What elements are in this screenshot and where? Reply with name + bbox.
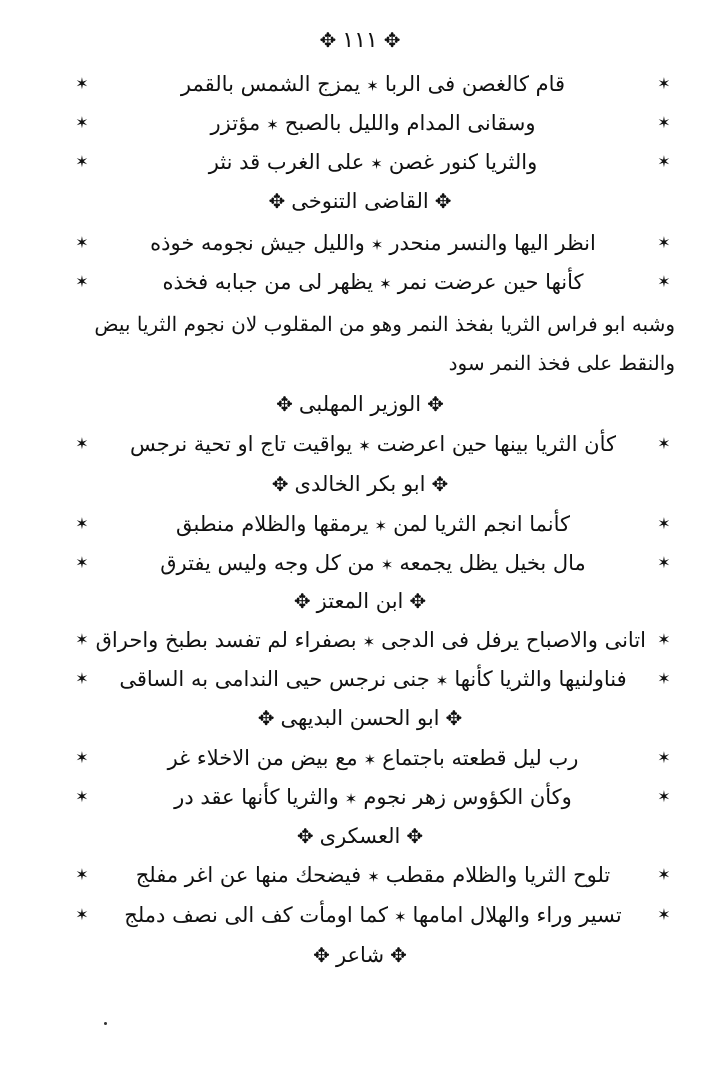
verse-line bbox=[70, 622, 676, 658]
verse-line bbox=[70, 225, 676, 261]
verse-text bbox=[100, 506, 646, 542]
verse-text bbox=[100, 740, 646, 776]
verse-text bbox=[100, 661, 646, 697]
hemistich-first: كأن الثريا بينها حين اعرضت bbox=[376, 432, 616, 456]
star-icon: ✶ bbox=[657, 905, 671, 924]
poet-name: القاضى التنوخى bbox=[291, 189, 429, 213]
hemistich-second: يمزج الشمس بالقمر bbox=[180, 72, 361, 96]
hemistich-first: والثريا كنور غصن bbox=[388, 150, 538, 174]
star-icon: ✶ bbox=[657, 434, 671, 453]
prose-line: وشبه ابو فراس الثريا بفخذ النمر وهو من المقلوب لان نجوم الثريا بيض bbox=[94, 312, 675, 336]
ornament-icon: ✥ bbox=[257, 706, 275, 730]
star-icon: ✶ bbox=[657, 74, 671, 93]
poet-name: ابن المعتز bbox=[316, 589, 404, 613]
ornament-icon: ✥ bbox=[319, 28, 337, 52]
poet-name: الوزير المهلبى bbox=[298, 392, 422, 416]
star-icon: ✶ bbox=[657, 787, 671, 806]
star-icon: ✶ bbox=[362, 633, 376, 651]
hemistich-second: فيضحك منها عن اغر مفلج bbox=[135, 863, 362, 887]
hemistich-first: وسقانى المدام والليل بالصبح bbox=[284, 111, 536, 135]
verse-text bbox=[100, 144, 646, 180]
star-icon: ✶ bbox=[657, 514, 671, 533]
star-icon: ✶ bbox=[657, 669, 671, 688]
verse-line bbox=[70, 144, 676, 180]
star-icon: ✶ bbox=[75, 630, 89, 649]
hemistich-first: انظر اليها والنسر منحدر bbox=[389, 231, 596, 255]
star-icon: ✶ bbox=[657, 630, 671, 649]
star-icon: ✶ bbox=[75, 865, 89, 884]
star-icon: ✶ bbox=[363, 751, 377, 769]
hemistich-first: وكأن الكؤوس زهر نجوم bbox=[363, 785, 572, 809]
hemistich-second: يواقيت تاج او تحية نرجس bbox=[130, 432, 353, 456]
star-icon: ✶ bbox=[75, 113, 89, 132]
verse-text bbox=[100, 66, 646, 102]
star-icon: ✶ bbox=[75, 434, 89, 453]
star-icon: ✶ bbox=[75, 748, 89, 767]
page-number bbox=[250, 22, 470, 58]
hemistich-first: تلوح الثريا والظلام مقطب bbox=[385, 863, 611, 887]
ornament-icon: ✥ bbox=[313, 943, 330, 967]
star-icon: ✶ bbox=[657, 272, 671, 291]
verse-text bbox=[100, 545, 646, 581]
hemistich-first: رب ليل قطعته باجتماع bbox=[382, 746, 579, 770]
ornament-icon: ✥ bbox=[445, 706, 463, 730]
star-icon: ✶ bbox=[657, 113, 671, 132]
verse-line bbox=[70, 661, 676, 697]
verse-text bbox=[100, 225, 646, 261]
ornament-icon: ✥ bbox=[383, 28, 401, 52]
star-icon: ✶ bbox=[657, 233, 671, 252]
star-icon: ✶ bbox=[367, 868, 380, 886]
verse-text bbox=[100, 779, 646, 815]
star-icon: ✶ bbox=[75, 669, 89, 688]
verse-line bbox=[70, 740, 676, 776]
poet-name: العسكرى bbox=[319, 824, 401, 848]
star-icon: ✶ bbox=[657, 152, 671, 171]
poet-heading bbox=[150, 700, 570, 736]
ornament-icon: ✥ bbox=[268, 189, 286, 213]
hemistich-first: كأنها حين عرضت نمر bbox=[397, 270, 584, 294]
verse-text bbox=[100, 264, 646, 300]
star-icon: ✶ bbox=[370, 236, 384, 254]
star-icon: ✶ bbox=[379, 275, 392, 293]
star-icon: ✶ bbox=[393, 908, 407, 926]
prose-line: والنقط على فخذ النمر سود bbox=[448, 351, 675, 375]
verse-text bbox=[100, 857, 646, 893]
hemistich-first: قام كالغصن فى الربا bbox=[384, 72, 566, 96]
verse-text bbox=[95, 622, 646, 658]
poet-heading bbox=[150, 466, 570, 502]
star-icon: ✶ bbox=[374, 517, 388, 535]
ornament-icon: ✥ bbox=[276, 392, 293, 416]
star-icon: ✶ bbox=[358, 437, 371, 455]
poet-heading bbox=[150, 183, 570, 219]
hemistich-second: يظهر لى من جبابه فخذه bbox=[162, 270, 374, 294]
verse-line bbox=[70, 545, 676, 581]
star-icon: ✶ bbox=[657, 865, 671, 884]
hemistich-second: على الغرب قد نثر bbox=[208, 150, 365, 174]
star-icon: ✶ bbox=[75, 152, 89, 171]
star-icon: ✶ bbox=[75, 233, 89, 252]
verse-line bbox=[70, 426, 676, 462]
verse-text bbox=[100, 897, 646, 933]
poet-name: شاعر bbox=[335, 943, 385, 967]
ornament-icon: ✥ bbox=[271, 472, 289, 496]
ink-speck bbox=[104, 1022, 107, 1025]
poet-heading bbox=[150, 583, 570, 619]
star-icon: ✶ bbox=[75, 905, 89, 924]
poet-heading bbox=[150, 386, 570, 422]
poet-name: ابو بكر الخالدى bbox=[294, 472, 426, 496]
verse-line bbox=[70, 779, 676, 815]
star-icon: ✶ bbox=[380, 556, 394, 574]
poet-heading bbox=[150, 937, 570, 973]
verse-line bbox=[70, 506, 676, 542]
ornament-icon: ✥ bbox=[406, 824, 424, 848]
ornament-icon: ✥ bbox=[409, 589, 427, 613]
poet-name: ابو الحسن البديهى bbox=[280, 706, 440, 730]
ornament-icon: ✥ bbox=[293, 589, 311, 613]
verse-text bbox=[100, 426, 646, 462]
star-icon: ✶ bbox=[266, 116, 279, 134]
hemistich-second: جنى نرجس حيى الندامى به الساقى bbox=[119, 667, 430, 691]
hemistich-second: يرمقها والظلام منطبق bbox=[175, 512, 369, 536]
hemistich-second: مؤتزر bbox=[210, 111, 261, 135]
star-icon: ✶ bbox=[366, 77, 379, 95]
star-icon: ✶ bbox=[344, 790, 358, 808]
ornament-icon: ✥ bbox=[434, 189, 452, 213]
ornament-icon: ✥ bbox=[296, 824, 314, 848]
hemistich-second: والليل جيش نجومه خوذه bbox=[150, 231, 365, 255]
verse-line bbox=[70, 857, 676, 893]
star-icon: ✶ bbox=[75, 272, 89, 291]
star-icon: ✶ bbox=[75, 553, 89, 572]
star-icon: ✶ bbox=[370, 155, 383, 173]
hemistich-first: اتانى والاصباح يرفل فى الدجى bbox=[381, 628, 646, 652]
hemistich-first: تسير وراء والهلال امامها bbox=[412, 903, 622, 927]
ornament-icon: ✥ bbox=[427, 392, 444, 416]
hemistich-second: بصفراء لم تفسد بطبخ واحراق bbox=[95, 628, 357, 652]
hemistich-first: فناولنيها والثريا كأنها bbox=[454, 667, 627, 691]
ornament-icon: ✥ bbox=[390, 943, 407, 967]
page-number-text: ١١١ bbox=[342, 28, 378, 53]
poet-heading bbox=[150, 818, 570, 854]
star-icon: ✶ bbox=[657, 748, 671, 767]
hemistich-second: من كل وجه وليس يفترق bbox=[160, 551, 375, 575]
hemistich-second: والثريا كأنها عقد در bbox=[174, 785, 339, 809]
hemistich-first: مال بخيل يظل يجمعه bbox=[399, 551, 586, 575]
hemistich-second: مع بيض من الاخلاء غر bbox=[167, 746, 358, 770]
star-icon: ✶ bbox=[657, 553, 671, 572]
hemistich-first: كأنما انجم الثريا لمن bbox=[393, 512, 571, 536]
verse-text bbox=[100, 105, 646, 141]
verse-line bbox=[70, 66, 676, 102]
star-icon: ✶ bbox=[75, 787, 89, 806]
ornament-icon: ✥ bbox=[431, 472, 449, 496]
verse-line bbox=[70, 105, 676, 141]
star-icon: ✶ bbox=[75, 74, 89, 93]
star-icon: ✶ bbox=[435, 672, 449, 690]
verse-line bbox=[70, 264, 676, 300]
verse-line bbox=[70, 897, 676, 933]
star-icon: ✶ bbox=[75, 514, 89, 533]
hemistich-second: كما اومأت كف الى نصف دملج bbox=[124, 903, 388, 927]
